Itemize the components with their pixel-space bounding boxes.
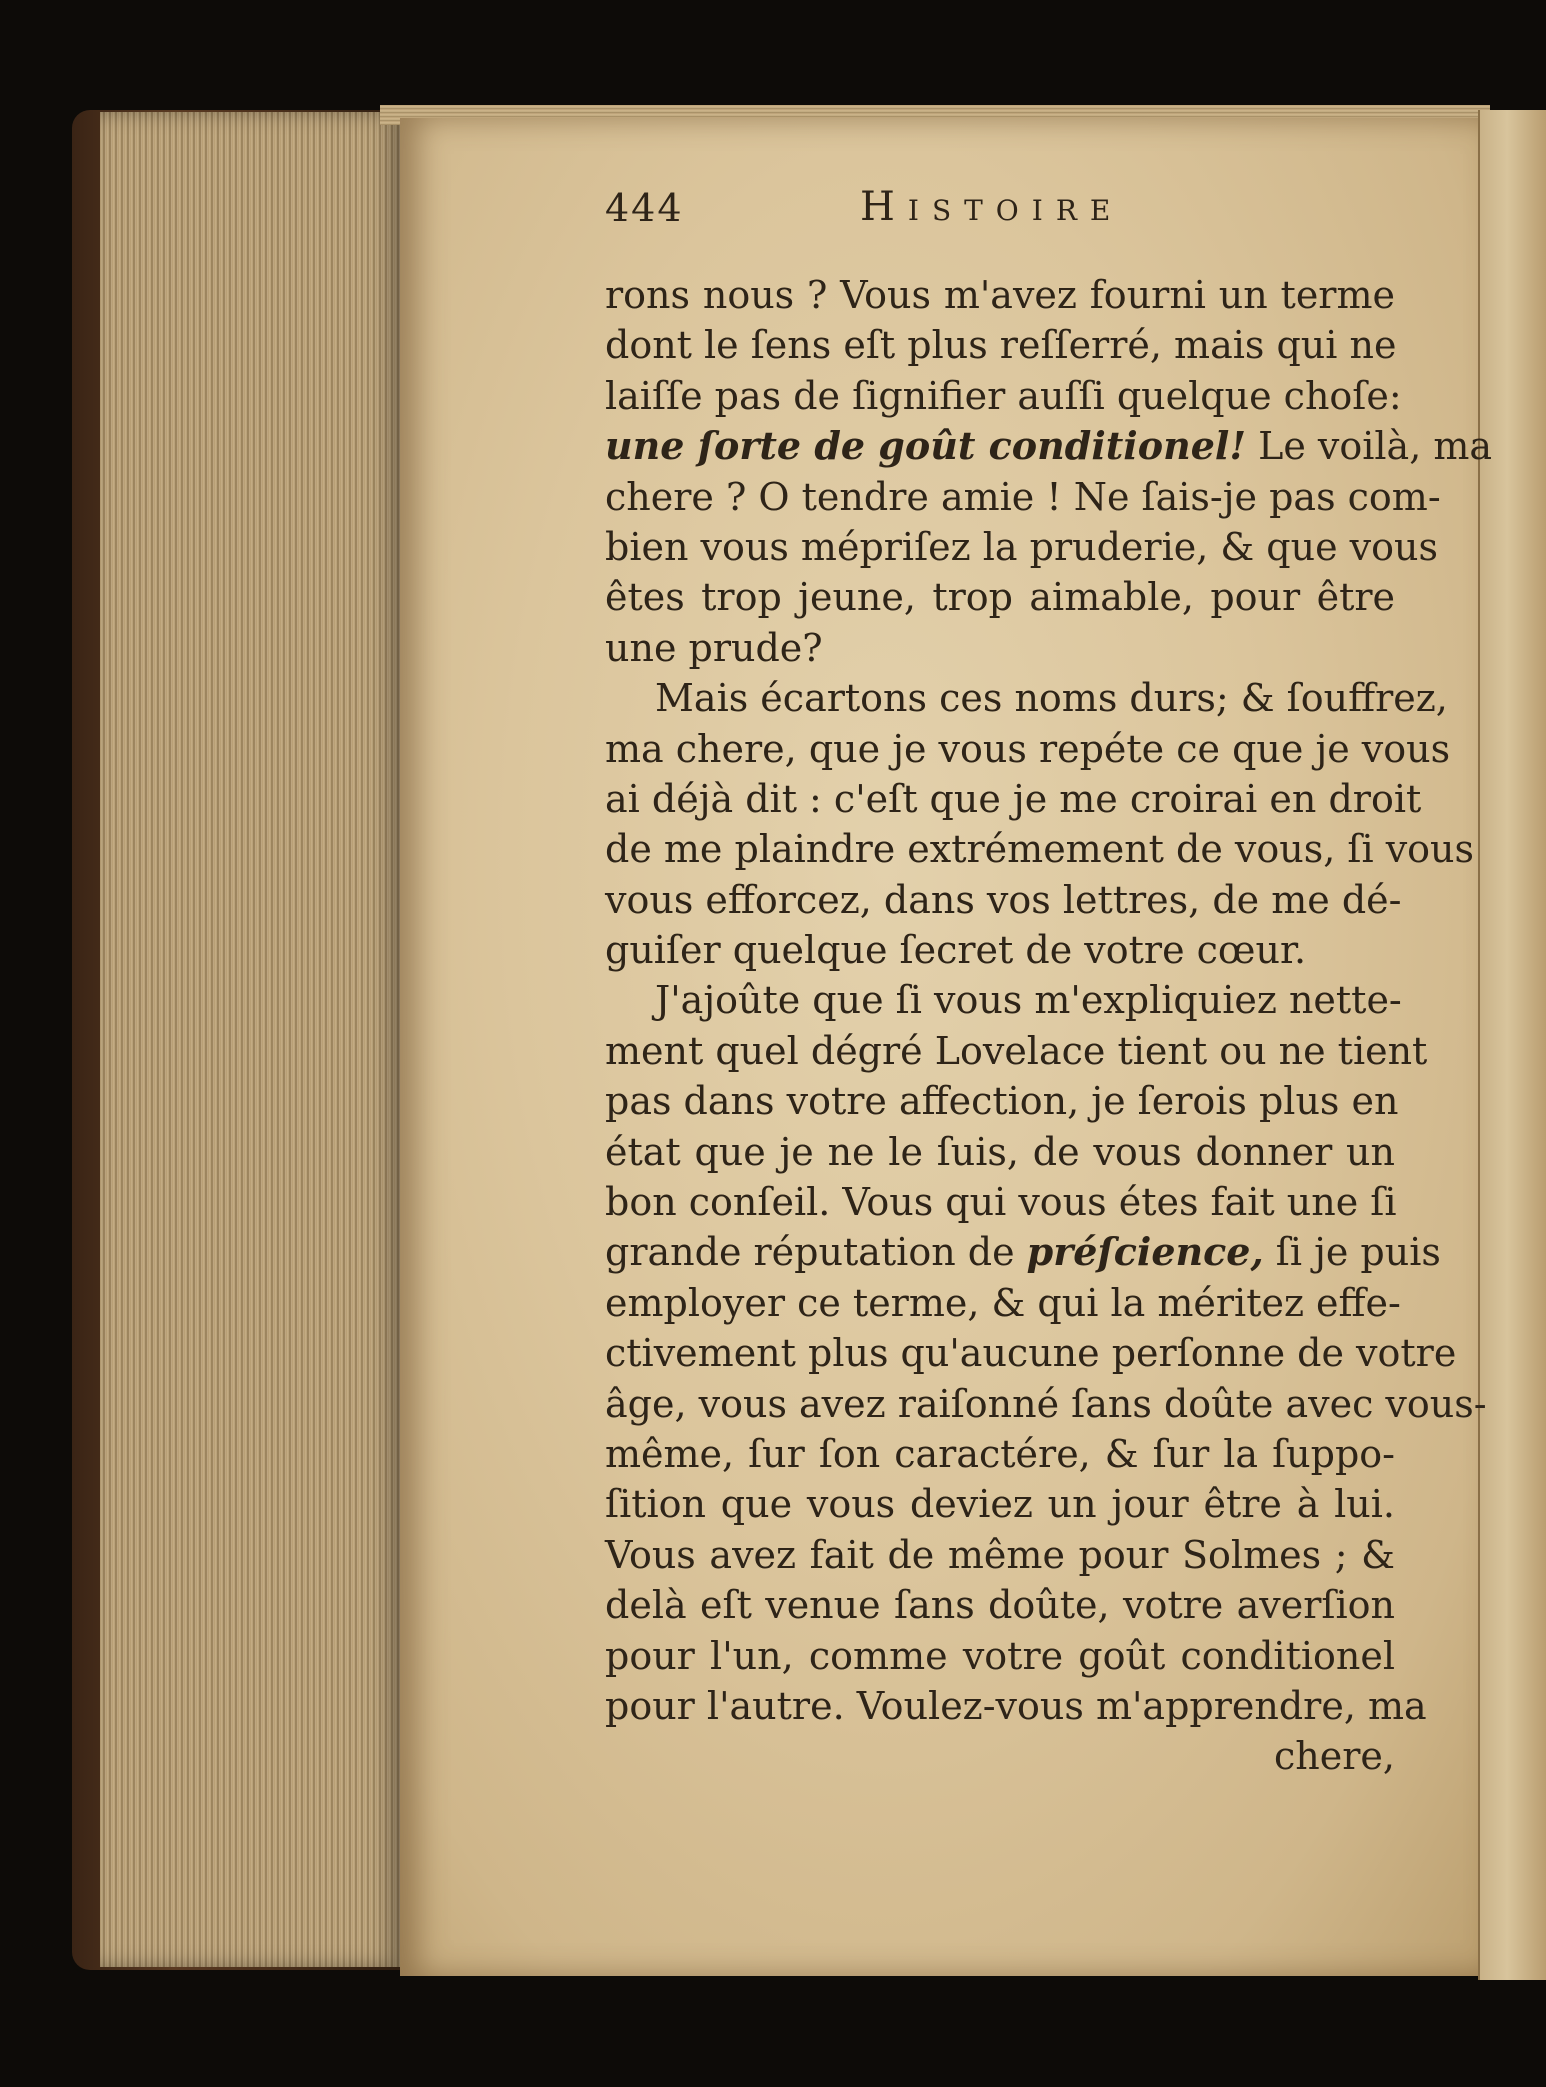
text-segment: pour l'un, comme votre goût conditionel — [605, 1633, 1395, 1678]
catchword: chere, — [1274, 1734, 1395, 1779]
text-segment: delà eſt venue ſans doûte, votre averſion — [605, 1583, 1395, 1628]
text-segment: employer ce terme, & qui la méritez effe- — [605, 1280, 1401, 1325]
text-line — [605, 1580, 1395, 1630]
text-segment: Mais écartons ces noms durs; & ſouffrez, — [655, 676, 1448, 721]
text-line — [605, 1681, 1427, 1731]
text-segment: dont le ſens eſt plus reſſerré, mais qui ne — [605, 323, 1397, 368]
text-segment: âge, vous avez raiſonné ſans doûte avec vous- — [605, 1381, 1487, 1426]
text-line — [605, 1631, 1395, 1681]
body-text — [605, 270, 1493, 1731]
text-segment: laiſſe pas de ſignifier auſſi quelque choſe: — [605, 373, 1402, 418]
text-segment: pour l'autre. Voulez-vous m'apprendre, ma — [605, 1683, 1427, 1728]
text-line — [605, 1026, 1428, 1076]
text-segment: êtes trop jeune, trop aimable, pour être — [605, 575, 1395, 620]
text-segment: grande réputation de — [605, 1230, 1027, 1275]
text-segment: vous efforcez, dans vos lettres, de me dé- — [605, 877, 1402, 922]
text-segment: guiſer quelque ſecret de votre cœur. — [605, 928, 1307, 973]
text-line — [605, 472, 1441, 522]
text-line — [605, 1177, 1395, 1227]
text-segment: Le voilà, ma — [1246, 424, 1493, 469]
page-edges — [100, 112, 400, 1967]
text-line — [605, 320, 1395, 370]
text-line — [605, 925, 1395, 975]
text-line — [605, 975, 1402, 1025]
facing-page-edge — [1478, 110, 1546, 1980]
page-header — [605, 180, 1395, 270]
text-segment: ſi je puis — [1263, 1230, 1441, 1275]
text-line — [605, 1278, 1401, 1328]
text-segment: J'ajoûte que ſi vous m'expliquiez nette- — [655, 978, 1402, 1023]
text-line — [605, 673, 1448, 723]
text-segment: même, ſur ſon caractére, & ſur la ſuppo- — [605, 1431, 1395, 1476]
text-line — [605, 1076, 1399, 1126]
text-segment: une prude? — [605, 625, 823, 670]
text-line — [605, 875, 1402, 925]
text-segment: chere ? O tendre amie ! Ne ſais-je pas com- — [605, 474, 1441, 519]
text-segment: rons nous ? Vous m'avez fourni un terme — [605, 273, 1395, 317]
page-number: 444 — [605, 186, 684, 230]
italic-phrase: une ſorte de goût conditionel! — [605, 423, 1247, 469]
text-line — [605, 371, 1402, 421]
text-line — [605, 1530, 1395, 1580]
text-segment: état que je ne le ſuis, de vous donner un — [605, 1129, 1395, 1174]
text-line — [605, 270, 1395, 320]
text-segment: ment quel dégré Lovelace tient ou ne tient — [605, 1028, 1428, 1073]
text-line — [605, 1227, 1441, 1277]
text-line — [605, 623, 1395, 673]
text-segment: pas dans votre affection, je ſerois plus en — [605, 1079, 1399, 1124]
text-line — [605, 1328, 1457, 1378]
text-line — [605, 1429, 1395, 1479]
text-segment: ctivement plus qu'aucune perſonne de votre — [605, 1331, 1457, 1376]
text-line — [605, 824, 1475, 874]
text-segment: ai déjà dit : c'eſt que je me croirai en droit — [605, 776, 1422, 821]
text-line — [605, 1479, 1395, 1529]
text-segment: ma chere, que je vous repéte ce que je vous — [605, 726, 1451, 771]
text-segment: Vous avez fait de même pour Solmes ; & — [605, 1532, 1395, 1577]
running-head: Histoire — [860, 184, 1124, 230]
text-line — [605, 421, 1493, 471]
text-line — [605, 724, 1451, 774]
italic-phrase: préſcience, — [1026, 1229, 1264, 1275]
text-line — [605, 572, 1395, 622]
text-line — [605, 1379, 1487, 1429]
text-line — [605, 522, 1438, 572]
text-segment: bon conſeil. Vous qui vous étes fait une ſi — [605, 1180, 1397, 1225]
text-line — [605, 1127, 1395, 1177]
text-segment: bien vous mépriſez la pruderie, & que vous — [605, 524, 1438, 569]
page-text-block — [605, 180, 1493, 1782]
text-segment: de me plaindre extrémement de vous, ſi vous — [605, 827, 1475, 872]
text-line — [605, 774, 1422, 824]
text-segment: ſition que vous deviez un jour être à lui. — [605, 1482, 1395, 1527]
